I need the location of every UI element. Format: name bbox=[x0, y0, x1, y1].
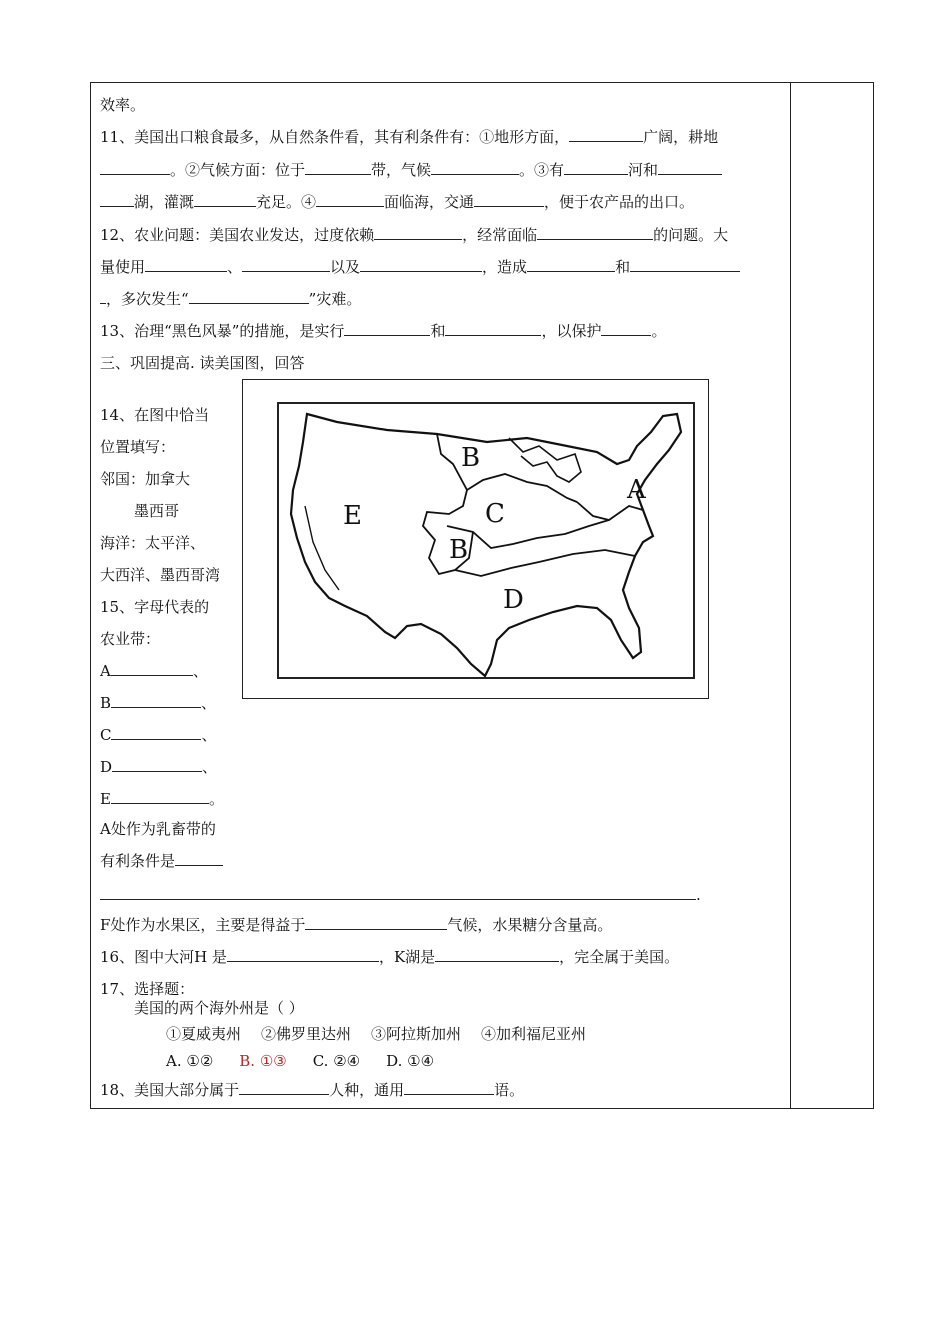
q15-cond-line3: . bbox=[100, 885, 701, 905]
q17-option-2[interactable]: ②佛罗里达州 bbox=[261, 1025, 352, 1043]
answer-blank[interactable] bbox=[111, 725, 201, 740]
answer-blank[interactable] bbox=[344, 321, 430, 336]
q12-line2: 量使用 、 以及 ，造成 和 bbox=[100, 257, 740, 277]
answer-blank[interactable] bbox=[445, 321, 541, 336]
answer-blank[interactable] bbox=[474, 192, 544, 207]
q15-item-b: B 、 bbox=[100, 694, 217, 712]
answer-blank[interactable] bbox=[239, 1080, 329, 1095]
q11-line2: 。②气候方面：位于 带，气候 。③有 河和 bbox=[100, 160, 722, 180]
answer-blank[interactable] bbox=[100, 160, 170, 175]
answer-blank[interactable] bbox=[242, 257, 330, 272]
q15-item-a: A 、 bbox=[100, 662, 208, 680]
usa-agriculture-map bbox=[277, 402, 695, 679]
answer-blank[interactable] bbox=[527, 257, 615, 272]
q12-line1: 12、农业问题：美国农业发达，过度依赖 ，经常面临 的问题。大 bbox=[100, 226, 729, 244]
q11-line3: 湖，灌溉 充足。④ 面临海，交通 ，便于农产品的出口。 bbox=[100, 192, 694, 212]
answer-blank[interactable] bbox=[175, 851, 223, 866]
great-lakes bbox=[509, 438, 581, 482]
q17-choice-a[interactable]: A. ①② bbox=[166, 1052, 214, 1070]
q17-option-1[interactable]: ①夏威夷州 bbox=[166, 1025, 242, 1043]
answer-blank[interactable] bbox=[658, 160, 722, 175]
answer-blank[interactable] bbox=[227, 947, 379, 962]
q17-choices bbox=[166, 1051, 434, 1071]
map-label-b-south: B bbox=[449, 535, 469, 565]
answer-blank[interactable] bbox=[111, 661, 193, 676]
answer-blank[interactable] bbox=[100, 885, 696, 900]
answer-blank[interactable] bbox=[194, 192, 256, 207]
map-label-d: D bbox=[503, 585, 524, 615]
q17-option-3[interactable]: ③阿拉斯加州 bbox=[371, 1025, 462, 1043]
answer-blank[interactable] bbox=[601, 321, 651, 336]
q15-item-e: E 。 bbox=[100, 790, 224, 808]
answer-blank[interactable] bbox=[360, 257, 482, 272]
answer-blank[interactable] bbox=[435, 947, 559, 962]
q15-cond-line2: 有利条件是 bbox=[100, 851, 223, 871]
answer-blank[interactable] bbox=[564, 160, 628, 175]
region-boundary-cotton bbox=[455, 550, 635, 576]
q17-choice-c[interactable]: C. ②④ bbox=[312, 1052, 361, 1070]
q17-stem: 美国的两个海外州是（ ） bbox=[134, 999, 304, 1017]
q14-line2: 位置填写： bbox=[100, 438, 176, 456]
q12-line3: ，多次发生“ ”灾难。 bbox=[100, 289, 361, 309]
q14-line3: 邻国：加拿大 bbox=[100, 470, 191, 488]
q15-cond-line1: A处作为乳畜带的 bbox=[100, 820, 216, 838]
q18-line: 18、美国大部分属于 人种，通用 语。 bbox=[100, 1081, 525, 1099]
map-label-a: A bbox=[627, 475, 646, 505]
q15-item-d: D 、 bbox=[100, 758, 218, 776]
answer-blank[interactable] bbox=[569, 127, 643, 142]
q15-item-c: C 、 bbox=[100, 726, 217, 744]
q17-options bbox=[166, 1024, 586, 1044]
answer-blank[interactable] bbox=[305, 915, 447, 930]
section-3-heading: 三、巩固提高. 读美国图，回答 bbox=[100, 354, 305, 372]
q17-choice-b[interactable]: B. ①③ bbox=[239, 1052, 287, 1070]
answer-blank[interactable] bbox=[111, 693, 201, 708]
q14-line6: 大西洋、墨西哥湾 bbox=[100, 566, 221, 584]
q15-f-line: F处作为水果区，主要是得益于 气候，水果糖分含量高。 bbox=[100, 916, 613, 934]
table-column-divider bbox=[790, 82, 791, 1109]
q14-line1: 14、在图中恰当 bbox=[100, 406, 210, 424]
answer-blank[interactable] bbox=[404, 1080, 494, 1095]
usa-outline bbox=[291, 414, 681, 676]
map-label-b-north: B bbox=[461, 443, 481, 473]
q10-tail: 效率。 bbox=[100, 96, 146, 114]
q16-line: 16、图中大河H 是 ，K湖是 ，完全属于美国。 bbox=[100, 948, 680, 966]
answer-blank[interactable] bbox=[112, 757, 202, 772]
answer-blank[interactable] bbox=[537, 225, 653, 240]
west-coast-range bbox=[305, 506, 339, 590]
answer-blank[interactable] bbox=[374, 225, 462, 240]
q17-choice-d[interactable]: D. ①④ bbox=[386, 1052, 435, 1070]
answer-blank[interactable] bbox=[189, 289, 309, 304]
answer-blank[interactable] bbox=[431, 160, 519, 175]
q14-line5: 海洋：太平洋、 bbox=[100, 534, 206, 552]
answer-blank[interactable] bbox=[111, 789, 209, 804]
q11-line1: 11、美国出口粮食最多，从自然条件看，其有利条件有：①地形方面， 广阔，耕地 bbox=[100, 128, 719, 146]
q15-line1: 15、字母代表的 bbox=[100, 598, 210, 616]
answer-blank[interactable] bbox=[305, 160, 371, 175]
answer-blank[interactable] bbox=[145, 257, 227, 272]
map-label-e: E bbox=[343, 501, 362, 531]
q15-line2: 农业带： bbox=[100, 630, 161, 648]
answer-blank[interactable] bbox=[630, 257, 740, 272]
q17-title: 17、选择题： bbox=[100, 980, 195, 998]
answer-blank[interactable] bbox=[316, 192, 384, 207]
q17-option-4[interactable]: ④加利福尼亚州 bbox=[481, 1025, 587, 1043]
answer-blank[interactable] bbox=[100, 192, 134, 207]
q14-line4: 墨西哥 bbox=[134, 502, 180, 520]
map-label-c: C bbox=[485, 499, 505, 529]
q13-line: 13、治理“黑色风暴”的措施，是实行 和 ，以保护 。 bbox=[100, 322, 667, 340]
